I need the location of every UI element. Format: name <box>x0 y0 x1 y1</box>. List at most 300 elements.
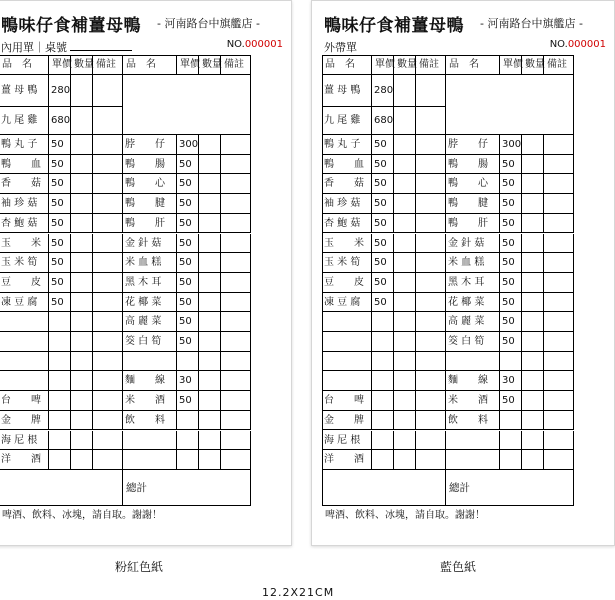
item-qty-cell <box>71 293 93 313</box>
item-price-cell <box>372 352 394 372</box>
item-note-cell <box>93 174 123 194</box>
item-price-cell: 50 <box>500 293 522 313</box>
order-sheet-blue <box>311 0 615 546</box>
column-header: 備註 <box>221 55 251 75</box>
item-note-cell <box>416 214 446 234</box>
item-note-cell <box>416 155 446 175</box>
item-name-cell: 黑 木 耳 <box>446 273 500 293</box>
item-price-cell: 300 <box>177 135 199 155</box>
item-name-cell: 高 麗 菜 <box>446 312 500 332</box>
item-name-cell: 袖 珍 菇 <box>322 194 372 214</box>
item-qty-cell <box>522 234 544 254</box>
item-qty-cell <box>522 155 544 175</box>
item-name-cell: 洋 酒 <box>322 450 372 470</box>
item-qty-cell <box>71 411 93 431</box>
item-price-cell: 30 <box>177 371 199 391</box>
branch-name: - 河南路台中旗艦店 - <box>480 17 583 30</box>
item-price-cell: 50 <box>177 214 199 234</box>
item-name-cell: 花 椰 菜 <box>446 293 500 313</box>
item-price-cell: 50 <box>500 253 522 273</box>
item-name-cell <box>322 312 372 332</box>
item-note-cell <box>544 214 574 234</box>
item-qty-cell <box>394 234 416 254</box>
column-header: 單價 <box>372 55 394 75</box>
item-qty-cell <box>199 155 221 175</box>
takeout-label: 外帶單 <box>324 41 357 54</box>
item-note-cell <box>544 371 574 391</box>
size-caption: 12.2X21CM <box>262 586 335 599</box>
item-name-cell: 豆 皮 <box>0 273 49 293</box>
item-qty-cell <box>71 75 93 107</box>
item-price-cell: 50 <box>372 214 394 234</box>
item-note-cell <box>416 431 446 451</box>
item-note-cell <box>93 234 123 254</box>
item-qty-cell <box>71 135 93 155</box>
self-service-note: 啤酒、飲料、冰塊，請自取。謝謝！ <box>2 509 162 521</box>
item-qty-cell <box>394 450 416 470</box>
item-price-cell: 50 <box>500 234 522 254</box>
item-price-cell <box>49 352 71 372</box>
self-service-note: 啤酒、飲料、冰塊，請自取。謝謝！ <box>325 509 485 521</box>
item-qty-cell <box>522 214 544 234</box>
item-qty-cell <box>522 174 544 194</box>
item-name-cell: 筊 白 筍 <box>446 332 500 352</box>
item-name-cell <box>322 352 372 372</box>
column-header: 數量 <box>71 55 93 75</box>
item-note-cell <box>221 391 251 411</box>
item-qty-cell <box>522 371 544 391</box>
item-note-cell <box>416 174 446 194</box>
item-note-cell <box>221 312 251 332</box>
item-qty-cell <box>394 107 416 135</box>
item-note-cell <box>221 371 251 391</box>
item-note-cell <box>221 273 251 293</box>
item-qty-cell <box>71 155 93 175</box>
item-qty-cell <box>199 312 221 332</box>
item-note-cell <box>416 312 446 332</box>
item-note-cell <box>93 75 123 107</box>
item-note-cell <box>416 273 446 293</box>
item-note-cell <box>221 411 251 431</box>
item-qty-cell <box>522 194 544 214</box>
total-label-cell: 總計 <box>446 470 574 506</box>
item-note-cell <box>544 431 574 451</box>
item-note-cell <box>544 234 574 254</box>
item-name-cell: 杏 鮑 菇 <box>0 214 49 234</box>
item-price-cell <box>372 332 394 352</box>
item-name-cell: 凍 豆 腐 <box>0 293 49 313</box>
item-note-cell <box>221 155 251 175</box>
item-note-cell <box>544 194 574 214</box>
item-note-cell <box>416 332 446 352</box>
item-qty-cell <box>394 253 416 273</box>
empty-merged-cell <box>446 75 574 135</box>
item-name-cell: 凍 豆 腐 <box>322 293 372 313</box>
item-qty-cell <box>199 174 221 194</box>
item-note-cell <box>93 391 123 411</box>
item-name-cell: 飲 料 <box>123 411 177 431</box>
item-qty-cell <box>71 214 93 234</box>
item-name-cell: 豆 皮 <box>322 273 372 293</box>
item-price-cell: 50 <box>49 135 71 155</box>
item-name-cell: 筊 白 筍 <box>123 332 177 352</box>
item-note-cell <box>544 253 574 273</box>
item-note-cell <box>544 391 574 411</box>
item-qty-cell <box>522 391 544 411</box>
item-qty-cell <box>199 431 221 451</box>
total-left-cell <box>0 470 123 506</box>
item-name-cell: 麵 線 <box>446 371 500 391</box>
item-qty-cell <box>394 214 416 234</box>
item-qty-cell <box>522 431 544 451</box>
shop-title: 鴨味仔食補薑母鴨 <box>1 16 141 36</box>
item-price-cell: 50 <box>372 194 394 214</box>
item-price-cell: 50 <box>500 391 522 411</box>
item-price-cell: 50 <box>177 174 199 194</box>
item-price-cell: 280 <box>49 75 71 107</box>
item-name-cell <box>123 352 177 372</box>
item-price-cell: 50 <box>177 332 199 352</box>
item-name-cell: 米 酒 <box>446 391 500 411</box>
item-note-cell <box>221 352 251 372</box>
item-price-cell <box>500 431 522 451</box>
item-qty-cell <box>71 352 93 372</box>
column-header: 備註 <box>416 55 446 75</box>
item-name-cell: 鴨 丸 子 <box>322 135 372 155</box>
item-note-cell <box>93 135 123 155</box>
item-price-cell: 680 <box>49 107 71 135</box>
item-qty-cell <box>199 194 221 214</box>
order-table <box>0 55 283 541</box>
order-number-prefix: NO. <box>549 39 568 50</box>
item-price-cell: 50 <box>177 312 199 332</box>
item-price-cell: 30 <box>500 371 522 391</box>
item-name-cell: 玉 米 <box>322 234 372 254</box>
item-name-cell: 香 菇 <box>322 174 372 194</box>
item-qty-cell <box>522 293 544 313</box>
item-name-cell: 高 麗 菜 <box>123 312 177 332</box>
item-price-cell <box>177 411 199 431</box>
item-price-cell <box>49 431 71 451</box>
item-qty-cell <box>71 234 93 254</box>
item-note-cell <box>93 352 123 372</box>
item-price-cell <box>49 312 71 332</box>
item-name-cell: 黑 木 耳 <box>123 273 177 293</box>
item-name-cell <box>446 431 500 451</box>
item-price-cell: 50 <box>500 194 522 214</box>
item-name-cell: 米 酒 <box>123 391 177 411</box>
dine-in-text: 內用單｜桌號 <box>1 41 67 54</box>
item-note-cell <box>93 214 123 234</box>
item-name-cell: 米 血 糕 <box>446 253 500 273</box>
item-note-cell <box>221 431 251 451</box>
item-price-cell <box>372 450 394 470</box>
item-price-cell: 50 <box>500 332 522 352</box>
item-price-cell <box>500 450 522 470</box>
item-price-cell <box>372 391 394 411</box>
item-qty-cell <box>71 253 93 273</box>
item-name-cell <box>123 431 177 451</box>
item-note-cell <box>93 450 123 470</box>
item-note-cell <box>221 234 251 254</box>
item-price-cell: 50 <box>49 253 71 273</box>
item-price-cell <box>500 352 522 372</box>
item-qty-cell <box>199 135 221 155</box>
item-name-cell: 台 啤 <box>0 391 49 411</box>
item-qty-cell <box>199 234 221 254</box>
item-note-cell <box>221 253 251 273</box>
item-price-cell <box>177 431 199 451</box>
item-name-cell: 金 牌 <box>322 411 372 431</box>
item-price-cell: 50 <box>49 155 71 175</box>
total-left-cell <box>322 470 446 506</box>
item-qty-cell <box>199 293 221 313</box>
column-header: 品 名 <box>322 55 372 75</box>
item-name-cell: 袖 珍 菇 <box>0 194 49 214</box>
order-number <box>550 39 606 50</box>
item-name-cell: 玉 米 筍 <box>0 253 49 273</box>
item-price-cell: 50 <box>500 273 522 293</box>
item-qty-cell <box>71 332 93 352</box>
item-price-cell <box>49 371 71 391</box>
item-price-cell: 50 <box>177 273 199 293</box>
item-qty-cell <box>394 273 416 293</box>
item-qty-cell <box>199 352 221 372</box>
item-note-cell <box>416 293 446 313</box>
item-price-cell <box>372 431 394 451</box>
item-qty-cell <box>522 450 544 470</box>
item-qty-cell <box>71 107 93 135</box>
item-name-cell <box>0 371 49 391</box>
item-qty-cell <box>71 371 93 391</box>
item-price-cell: 50 <box>372 155 394 175</box>
item-note-cell <box>416 234 446 254</box>
item-qty-cell <box>394 174 416 194</box>
item-price-cell: 50 <box>500 155 522 175</box>
item-name-cell: 洋 酒 <box>0 450 49 470</box>
order-number-prefix: NO. <box>226 39 245 50</box>
item-qty-cell <box>522 273 544 293</box>
item-qty-cell <box>199 273 221 293</box>
item-qty-cell <box>71 431 93 451</box>
item-price-cell: 50 <box>49 273 71 293</box>
column-header: 單價 <box>500 55 522 75</box>
item-qty-cell <box>394 431 416 451</box>
item-qty-cell <box>394 411 416 431</box>
item-name-cell <box>0 312 49 332</box>
item-note-cell <box>544 312 574 332</box>
item-price-cell: 50 <box>49 214 71 234</box>
item-name-cell: 鴨 腱 <box>123 194 177 214</box>
item-price-cell: 680 <box>372 107 394 135</box>
item-name-cell: 杏 鮑 菇 <box>322 214 372 234</box>
column-header: 數量 <box>394 55 416 75</box>
item-qty-cell <box>522 312 544 332</box>
item-name-cell: 鴨 心 <box>446 174 500 194</box>
item-note-cell <box>93 273 123 293</box>
item-price-cell: 280 <box>372 75 394 107</box>
item-note-cell <box>416 450 446 470</box>
order-number <box>227 39 283 50</box>
item-note-cell <box>544 450 574 470</box>
item-qty-cell <box>71 312 93 332</box>
item-price-cell <box>49 332 71 352</box>
item-note-cell <box>221 174 251 194</box>
item-price-cell <box>500 411 522 431</box>
item-price-cell: 50 <box>177 293 199 313</box>
item-qty-cell <box>522 332 544 352</box>
item-note-cell <box>93 312 123 332</box>
item-name-cell: 鴨 腱 <box>446 194 500 214</box>
item-qty-cell <box>394 312 416 332</box>
item-qty-cell <box>394 391 416 411</box>
item-name-cell: 米 血 糕 <box>123 253 177 273</box>
item-name-cell <box>0 332 49 352</box>
item-qty-cell <box>522 135 544 155</box>
item-note-cell <box>544 411 574 431</box>
item-note-cell <box>416 194 446 214</box>
item-note-cell <box>93 411 123 431</box>
item-price-cell: 300 <box>500 135 522 155</box>
order-sheet-pink <box>0 0 292 546</box>
item-name-cell <box>446 352 500 372</box>
dine-in-label <box>1 39 132 55</box>
item-name-cell <box>0 352 49 372</box>
item-note-cell <box>93 253 123 273</box>
item-name-cell: 台 啤 <box>322 391 372 411</box>
item-qty-cell <box>522 411 544 431</box>
item-qty-cell <box>394 332 416 352</box>
item-price-cell: 50 <box>372 293 394 313</box>
item-price-cell: 50 <box>500 312 522 332</box>
item-note-cell <box>416 135 446 155</box>
item-name-cell: 玉 米 筍 <box>322 253 372 273</box>
item-note-cell <box>221 450 251 470</box>
item-name-cell: 海 尼 根 <box>322 431 372 451</box>
item-qty-cell <box>199 450 221 470</box>
item-note-cell <box>93 194 123 214</box>
item-price-cell: 50 <box>49 293 71 313</box>
item-price-cell <box>177 450 199 470</box>
item-note-cell <box>416 75 446 107</box>
item-name-cell <box>123 450 177 470</box>
total-label-cell: 總計 <box>123 470 251 506</box>
item-name-cell <box>322 371 372 391</box>
column-header: 單價 <box>177 55 199 75</box>
item-price-cell: 50 <box>372 253 394 273</box>
item-price-cell <box>49 411 71 431</box>
item-note-cell <box>416 107 446 135</box>
item-note-cell <box>93 155 123 175</box>
item-note-cell <box>221 332 251 352</box>
column-header: 品 名 <box>123 55 177 75</box>
item-price-cell: 50 <box>177 253 199 273</box>
item-note-cell <box>93 293 123 313</box>
branch-name: - 河南路台中旗艦店 - <box>157 17 260 30</box>
item-qty-cell <box>71 391 93 411</box>
item-price-cell: 50 <box>177 391 199 411</box>
item-price-cell: 50 <box>177 194 199 214</box>
item-qty-cell <box>394 371 416 391</box>
item-qty-cell <box>199 391 221 411</box>
column-header: 備註 <box>93 55 123 75</box>
column-header: 品 名 <box>446 55 500 75</box>
shop-title: 鴨味仔食補薑母鴨 <box>324 16 464 36</box>
item-price-cell: 50 <box>177 234 199 254</box>
item-note-cell <box>544 352 574 372</box>
item-price-cell <box>372 371 394 391</box>
item-note-cell <box>416 253 446 273</box>
item-price-cell <box>177 352 199 372</box>
item-note-cell <box>544 273 574 293</box>
column-header: 數量 <box>522 55 544 75</box>
item-note-cell <box>93 332 123 352</box>
item-qty-cell <box>71 273 93 293</box>
item-name-cell: 金 針 菇 <box>123 234 177 254</box>
item-price-cell: 50 <box>177 155 199 175</box>
item-qty-cell <box>199 411 221 431</box>
item-note-cell <box>416 371 446 391</box>
item-note-cell <box>221 214 251 234</box>
item-note-cell <box>544 155 574 175</box>
item-note-cell <box>93 371 123 391</box>
column-header: 備註 <box>544 55 574 75</box>
item-qty-cell <box>71 174 93 194</box>
item-name-cell: 飲 料 <box>446 411 500 431</box>
item-qty-cell <box>522 253 544 273</box>
item-name-cell: 金 牌 <box>0 411 49 431</box>
item-price-cell: 50 <box>49 194 71 214</box>
item-name-cell: 鴨 腸 <box>446 155 500 175</box>
item-qty-cell <box>199 332 221 352</box>
item-price-cell: 50 <box>500 214 522 234</box>
column-header: 品 名 <box>0 55 49 75</box>
item-name-cell: 香 菇 <box>0 174 49 194</box>
item-qty-cell <box>199 253 221 273</box>
item-note-cell <box>93 107 123 135</box>
item-price-cell <box>49 391 71 411</box>
item-qty-cell <box>71 450 93 470</box>
item-name-cell: 脖 仔 <box>446 135 500 155</box>
item-name-cell: 玉 米 <box>0 234 49 254</box>
order-number-value: 000001 <box>244 39 283 50</box>
item-name-cell: 九 尾 雞 <box>0 107 49 135</box>
item-qty-cell <box>394 75 416 107</box>
item-qty-cell <box>394 194 416 214</box>
item-name-cell: 麵 線 <box>123 371 177 391</box>
item-note-cell <box>544 135 574 155</box>
item-note-cell <box>221 194 251 214</box>
item-price-cell: 50 <box>500 174 522 194</box>
item-price-cell: 50 <box>49 234 71 254</box>
item-note-cell <box>221 293 251 313</box>
item-note-cell <box>544 174 574 194</box>
item-note-cell <box>416 411 446 431</box>
item-name-cell: 鴨 血 <box>0 155 49 175</box>
item-note-cell <box>544 293 574 313</box>
item-qty-cell <box>394 155 416 175</box>
item-note-cell <box>416 352 446 372</box>
item-price-cell <box>372 411 394 431</box>
item-price-cell: 50 <box>372 234 394 254</box>
item-note-cell <box>221 135 251 155</box>
item-price-cell <box>372 312 394 332</box>
item-price-cell: 50 <box>49 174 71 194</box>
item-name-cell <box>322 332 372 352</box>
column-header: 單價 <box>49 55 71 75</box>
item-note-cell <box>416 391 446 411</box>
item-name-cell: 鴨 腸 <box>123 155 177 175</box>
